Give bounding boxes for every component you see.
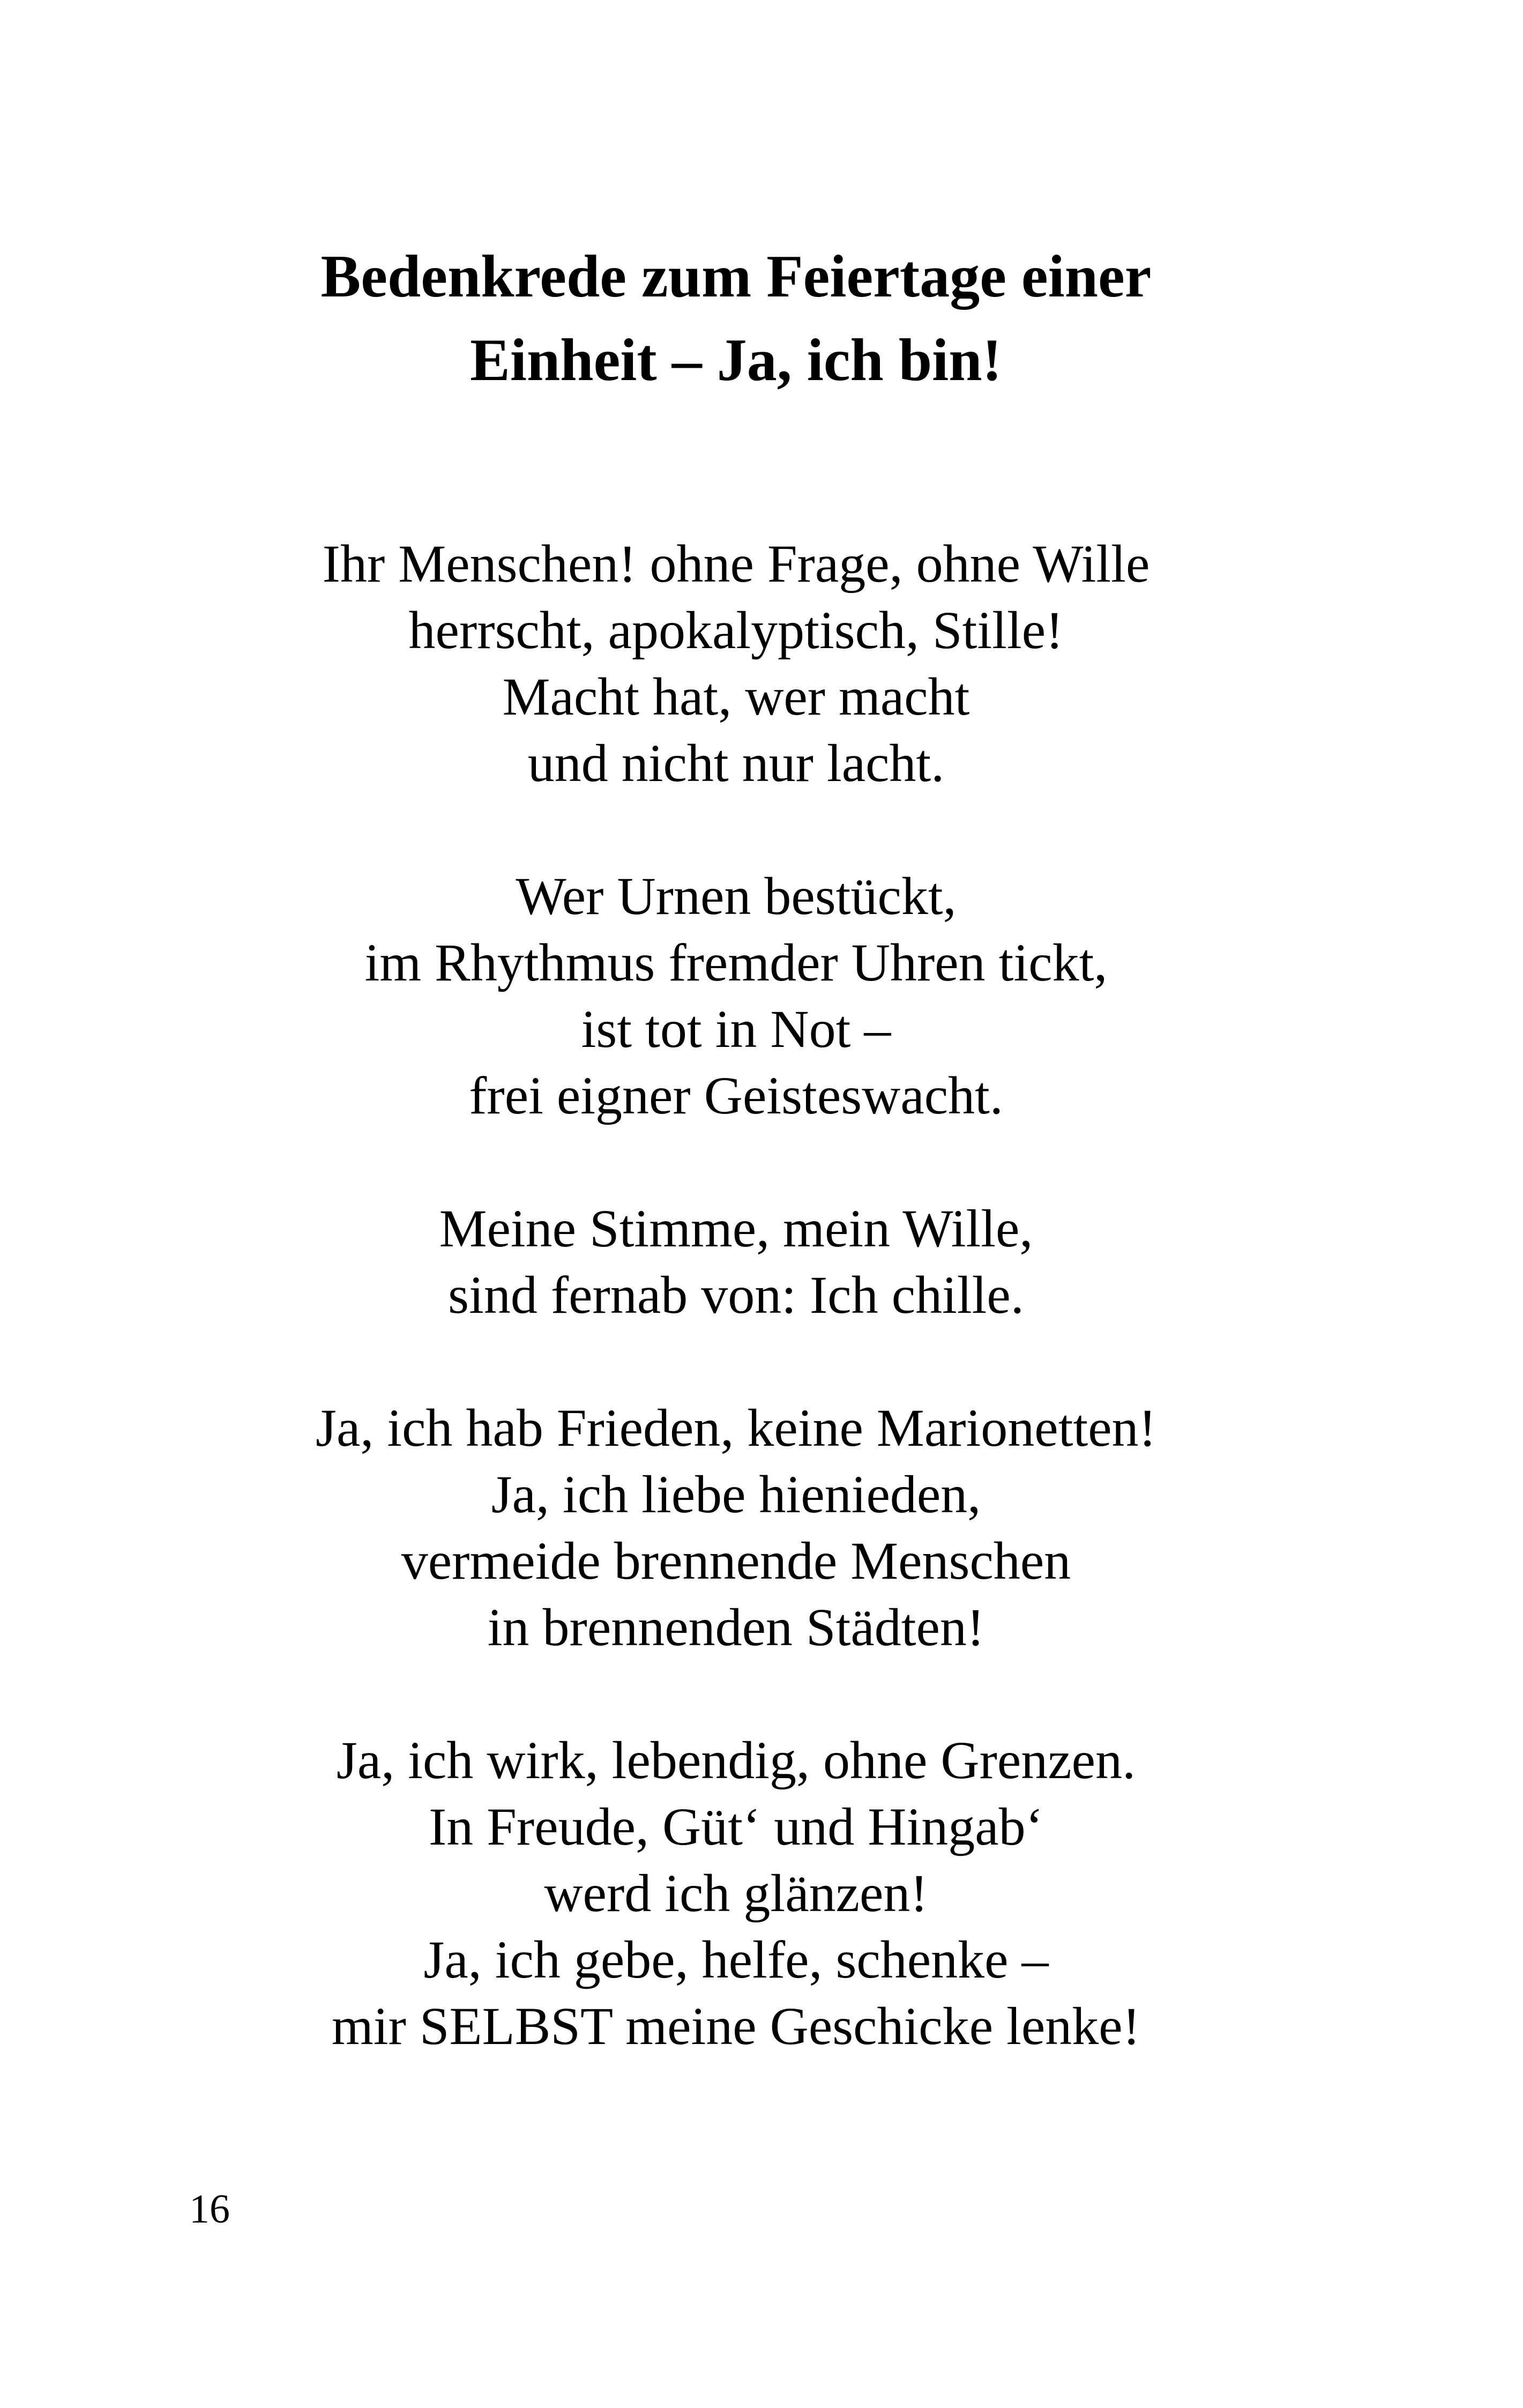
verse-line: Ja, ich hab Frieden, keine Marionetten! xyxy=(316,1398,1156,1458)
stanza xyxy=(279,1195,1193,1328)
verse-line: frei eigner Geisteswacht. xyxy=(469,1066,1003,1125)
stanza xyxy=(279,531,1193,797)
verse-line: ist tot in Not – xyxy=(581,999,891,1059)
verse-line: Ja, ich liebe hienieden, xyxy=(491,1465,981,1524)
verse-line: Ja, ich gebe, helfe, schenke – xyxy=(423,1930,1049,1989)
verse-line: mir SELBST meine Geschicke lenke! xyxy=(332,1996,1140,2056)
poem-title xyxy=(279,235,1193,402)
stanza xyxy=(279,1727,1193,2060)
poem-body xyxy=(279,531,1193,2126)
verse-line: Macht hat, wer macht xyxy=(502,667,970,726)
verse-line: Meine Stimme, mein Wille, xyxy=(439,1199,1033,1258)
verse-line: vermeide brennende Menschen xyxy=(401,1531,1071,1591)
verse-line: sind fernab von: Ich chille. xyxy=(448,1265,1024,1325)
verse-line: Wer Urnen bestückt, xyxy=(516,866,957,926)
page-number: 16 xyxy=(189,2187,230,2232)
title-line: Einheit – Ja, ich bin! xyxy=(470,327,1002,393)
verse-line: werd ich glänzen! xyxy=(544,1863,928,1923)
verse-line: und nicht nur lacht. xyxy=(527,733,945,793)
verse-line: im Rhythmus fremder Uhren tickt, xyxy=(364,933,1108,992)
verse-line: in brennenden Städten! xyxy=(487,1597,985,1657)
stanza xyxy=(279,863,1193,1129)
verse-line: Ja, ich wirk, lebendig, ohne Grenzen. xyxy=(336,1730,1136,1790)
verse-line: herrscht, apokalyptisch, Stille! xyxy=(408,600,1064,660)
title-line: Bedenkrede zum Feiertage einer xyxy=(320,243,1152,310)
verse-line: In Freude, Güt‘ und Hingab‘ xyxy=(429,1797,1043,1856)
stanza xyxy=(279,1395,1193,1661)
verse-line: Ihr Menschen! ohne Frage, ohne Wille xyxy=(322,534,1150,593)
